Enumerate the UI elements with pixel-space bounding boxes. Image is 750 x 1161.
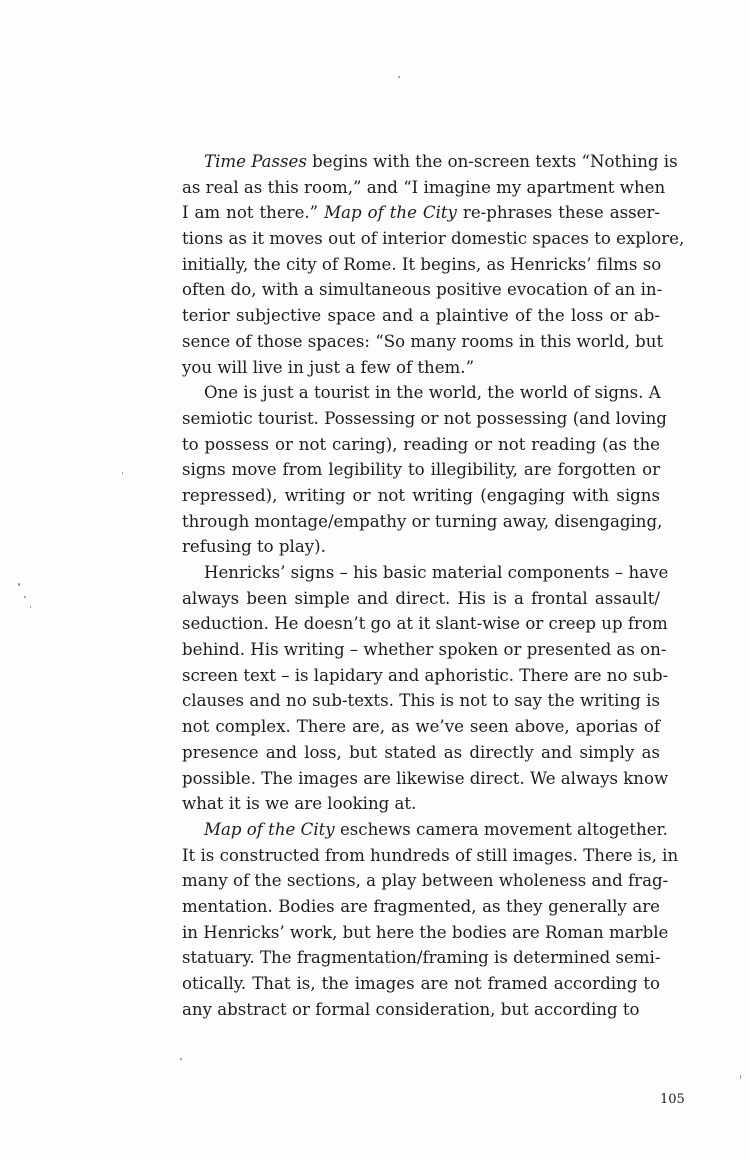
line-text: mentation. Bodies are fragmented, as they generally are (182, 896, 660, 916)
paper-speck (122, 472, 123, 474)
paper-speck (180, 1058, 182, 1060)
line-text: sence of those spaces: “So many rooms in this world, but (182, 331, 664, 351)
text-line (182, 637, 667, 663)
line-text: re-phrases these asser- (456, 203, 660, 223)
text-line (182, 920, 669, 946)
line-text: begins with the on-screen texts “Nothing is (306, 152, 678, 171)
text-line (182, 586, 660, 612)
text-line (182, 329, 664, 355)
text-line (182, 688, 660, 714)
paragraph (182, 817, 679, 1023)
line-text: initially, the city of Rome. It begins, as Henricks’ films so (182, 254, 662, 274)
text-line (182, 457, 660, 483)
line-text: possible. The images are likewise direct. We always know (182, 768, 669, 788)
text-line (182, 252, 660, 278)
line-text: otically. That is, the images are not framed according to (182, 974, 660, 993)
text-line (182, 534, 660, 560)
text-line (182, 226, 685, 252)
line-text: often do, with a simultaneous positive evocation of an in- (182, 280, 663, 300)
line-text: not complex. There are, as we’ve seen above, aporias of (182, 717, 660, 737)
italic-title: Map of the City (324, 203, 457, 223)
line-text: as real as this room,” and “I imagine my apartment when (182, 177, 666, 197)
text-line (182, 791, 660, 817)
text-line (182, 560, 669, 586)
paper-speck (740, 1075, 741, 1079)
text-line (182, 355, 660, 381)
line-text: many of the sections, a play between wholeness and frag- (182, 871, 669, 891)
paper-speck (30, 606, 31, 608)
text-line (182, 509, 663, 535)
line-text: in Henricks’ work, but here the bodies are Roman marble (182, 922, 669, 942)
text-line (182, 200, 660, 226)
text-line (182, 483, 660, 509)
line-text: I am not there.” (182, 203, 325, 223)
line-text: you will live in just a few of them.” (182, 357, 475, 377)
line-text: any abstract or formal consideration, but according to (182, 999, 640, 1019)
line-text: presence and loss, but stated as directly and simply as (182, 742, 660, 762)
line-text: what it is we are looking at. (182, 794, 417, 814)
line-text: signs move from legibility to illegibility, are forgotten or (182, 460, 660, 480)
line-text: tions as it moves out of interior domestic spaces to explore, (182, 229, 685, 249)
paper-speck (24, 596, 26, 598)
line-text: terior subjective space and a plaintive of the loss or ab- (182, 306, 660, 326)
text-line (182, 175, 666, 201)
text-line (182, 997, 660, 1023)
text-line (182, 303, 660, 329)
line-text: eschews camera movement altogether. (334, 819, 668, 839)
text-line (182, 817, 668, 843)
text-line (182, 945, 660, 971)
line-text: through montage/empathy or turning away, disengaging, (182, 511, 663, 531)
paper-speck (18, 583, 20, 586)
text-line (182, 894, 660, 920)
paragraph (182, 149, 685, 380)
text-line (182, 868, 669, 894)
line-text: seduction. He doesn’t go at it slant-wise or creep up from (182, 614, 668, 634)
text-line (182, 406, 667, 432)
line-text: refusing to play). (182, 537, 326, 557)
text-line (182, 380, 660, 406)
line-text: repressed), writing or not writing (engaging with signs (182, 485, 660, 505)
text-line (182, 611, 668, 637)
text-line (182, 766, 669, 792)
line-text: behind. His writing – whether spoken or presented as on- (182, 640, 667, 660)
text-line (182, 432, 660, 458)
text-line (182, 843, 679, 869)
line-text: Henricks’ signs – his basic material components – have (204, 563, 669, 582)
text-line (182, 740, 660, 766)
line-text: screen text – is lapidary and aphoristic. There are no sub- (182, 665, 669, 685)
text-line (182, 277, 663, 303)
text-line (182, 714, 660, 740)
text-line (182, 149, 678, 175)
line-text: It is constructed from hundreds of still images. There is, in (182, 845, 679, 865)
page-number: 105 (660, 1092, 685, 1107)
line-text: always been simple and direct. His is a frontal assault/ (182, 588, 660, 608)
body-text (182, 149, 685, 1022)
italic-title: Map of the City (204, 819, 335, 839)
line-text: One is just a tourist in the world, the world of signs. A (204, 383, 661, 403)
text-line (182, 971, 660, 997)
paragraph (182, 560, 669, 817)
paragraph (182, 380, 667, 560)
paper-speck (398, 76, 400, 78)
text-line (182, 663, 669, 689)
line-text: to possess or not caring), reading or not reading (as the (182, 434, 660, 454)
line-text: clauses and no sub-texts. This is not to say the writing is (182, 691, 660, 711)
line-text: statuary. The fragmentation/framing is determined semi- (182, 948, 661, 968)
italic-title: Time Passes (204, 152, 307, 171)
line-text: semiotic tourist. Possessing or not possessing (and loving (182, 408, 667, 428)
